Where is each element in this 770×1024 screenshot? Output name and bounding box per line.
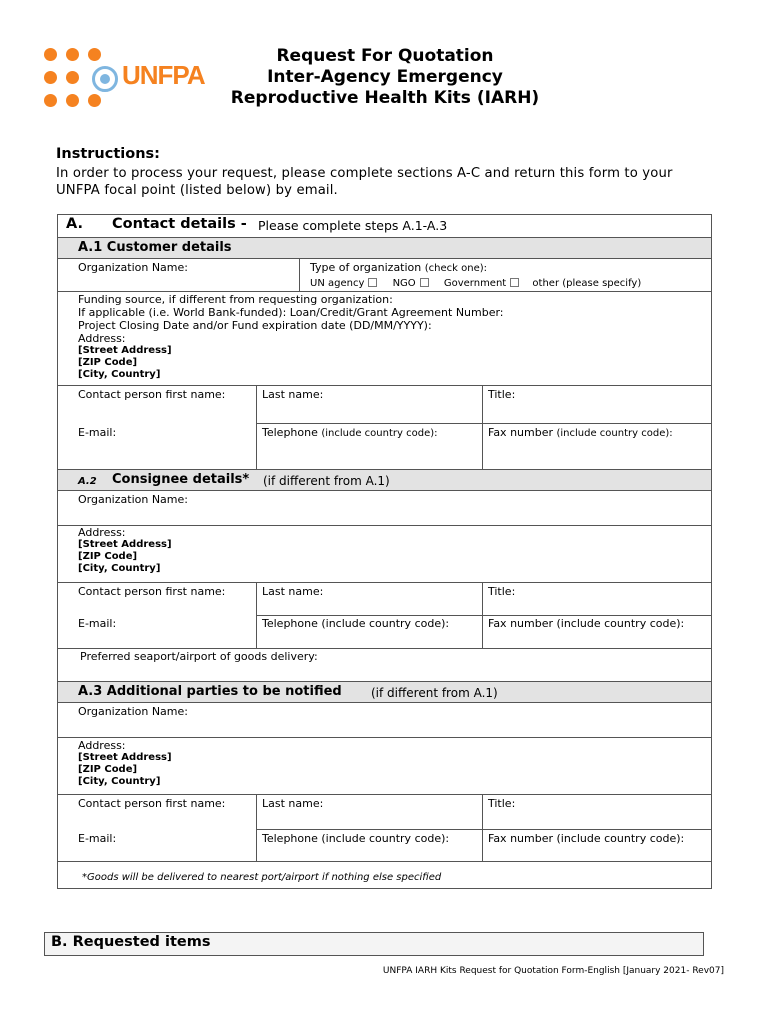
- a3-city: [City, Country]: [78, 776, 161, 787]
- section-a-title: Contact details -: [112, 216, 247, 232]
- logo-dot-icon: [66, 48, 79, 61]
- a1-address-label: Address:: [78, 332, 126, 345]
- a2-title-label: Title:: [488, 585, 516, 598]
- a2-org-name-label: Organization Name:: [78, 493, 188, 506]
- divider: [256, 615, 711, 616]
- a2-email-label: E-mail:: [78, 617, 117, 630]
- section-b-header: B. Requested items: [44, 932, 704, 956]
- a3-heading: A.3 Additional parties to be notified: [78, 684, 342, 699]
- logo-dot-icon: [66, 71, 79, 84]
- section-a: [57, 214, 712, 889]
- title-line-2: Inter-Agency Emergency: [267, 67, 503, 87]
- a1-email-label: E-mail:: [78, 426, 117, 439]
- a1-funding-block: [78, 293, 504, 381]
- telephone-note: (include country code):: [321, 428, 438, 439]
- instructions-text: In order to process your request, please complete sections A-C and return this form to your UNFPA focal point (listed below) by email.: [56, 166, 673, 198]
- un-agency-checkbox[interactable]: [368, 278, 377, 287]
- a2-seaport-label: Preferred seaport/airport of goods delivery:: [80, 650, 318, 663]
- a2-street: [Street Address]: [78, 539, 172, 550]
- divider: [58, 794, 711, 795]
- a1-first-name-label: Contact person first name:: [78, 388, 226, 401]
- type-org-label: Type of organization: [310, 261, 422, 274]
- a3-note: (if different from A.1): [371, 686, 498, 700]
- a3-fax-label: Fax number (include country code):: [488, 832, 685, 845]
- a2-last-name-label: Last name:: [262, 585, 324, 598]
- ngo-checkbox[interactable]: [420, 278, 429, 287]
- a3-org-name-label: Organization Name:: [78, 705, 188, 718]
- fax-note: (include country code):: [556, 428, 673, 439]
- a2-fax-label: Fax number (include country code):: [488, 617, 685, 630]
- government-checkbox[interactable]: [510, 278, 519, 287]
- loan-agreement-label: If applicable (i.e. World Bank-funded): Loan/Credit/Grant Agreement Number:: [78, 306, 504, 319]
- a2-first-name-label: Contact person first name:: [78, 585, 226, 598]
- divider: [58, 648, 711, 649]
- a1-telephone-label: [262, 426, 438, 439]
- page-footer: UNFPA IARH Kits Request for Quotation Form-English [January 2021- Rev07]: [382, 966, 724, 976]
- divider: [58, 582, 711, 583]
- divider: [256, 794, 257, 861]
- type-un-agency: UN agency: [310, 278, 365, 289]
- a3-address-label: Address:: [78, 739, 126, 752]
- delivery-footnote: *Goods will be delivered to nearest port/airport if nothing else specified: [82, 872, 442, 883]
- title-line-1: Request For Quotation: [276, 46, 494, 66]
- type-other: other (please specify): [532, 278, 642, 289]
- funding-source-label: Funding source, if different from requesting organization:: [78, 293, 393, 306]
- a3-telephone-label: Telephone (include country code):: [262, 832, 450, 845]
- project-closing-label: Project Closing Date and/or Fund expiration date (DD/MM/YYYY):: [78, 319, 432, 332]
- section-a-letter: A.: [66, 216, 83, 232]
- logo-dot-icon: [88, 48, 101, 61]
- type-government: Government: [443, 278, 507, 289]
- a3-address-block: [78, 739, 172, 788]
- instructions-heading: Instructions:: [56, 146, 160, 162]
- a1-heading: A.1 Customer details: [78, 240, 232, 255]
- logo-dot-icon: [44, 48, 57, 61]
- a3-email-label: E-mail:: [78, 832, 117, 845]
- divider: [299, 259, 300, 291]
- logo-dot-icon: [66, 94, 79, 107]
- divider: [256, 385, 257, 469]
- divider: [58, 737, 711, 738]
- divider: [58, 385, 711, 386]
- title-line-3: Reproductive Health Kits (IARH): [230, 88, 540, 108]
- a3-zip: [ZIP Code]: [78, 764, 138, 775]
- un-globe-icon: [92, 66, 118, 92]
- check-one-note: (check one):: [424, 263, 488, 274]
- section-a-header: [58, 215, 711, 237]
- divider: [482, 794, 483, 861]
- a1-city: [City, Country]: [78, 369, 161, 380]
- divider: [256, 829, 711, 830]
- a2-heading: Consignee details*: [112, 472, 250, 487]
- a1-last-name-label: Last name:: [262, 388, 324, 401]
- unfpa-logo: [44, 44, 205, 114]
- a2-address-label: Address:: [78, 526, 126, 539]
- logo-text: UNFPA: [122, 60, 205, 90]
- a2-note: (if different from A.1): [263, 474, 390, 488]
- a2-address-block: [78, 526, 172, 575]
- a1-fax-label: [488, 426, 673, 439]
- a1-type-org: [310, 261, 487, 274]
- divider: [58, 291, 711, 292]
- a2-telephone-label: Telephone (include country code):: [262, 617, 450, 630]
- logo-dot-icon: [44, 71, 57, 84]
- divider: [58, 861, 711, 862]
- divider: [482, 385, 483, 469]
- section-a-note: Please complete steps A.1-A.3: [258, 218, 448, 233]
- a1-title-label: Title:: [488, 388, 516, 401]
- logo-dot-icon: [88, 94, 101, 107]
- divider: [256, 423, 711, 424]
- fax-text: Fax number: [488, 426, 553, 439]
- a2-zip: [ZIP Code]: [78, 551, 138, 562]
- a2-num: A.2: [78, 476, 97, 487]
- a3-first-name-label: Contact person first name:: [78, 797, 226, 810]
- a1-header: [58, 237, 711, 259]
- a1-org-types: [310, 278, 641, 289]
- a3-header: [58, 681, 711, 703]
- a3-title-label: Title:: [488, 797, 516, 810]
- a3-street: [Street Address]: [78, 752, 172, 763]
- telephone-text: Telephone: [262, 426, 318, 439]
- type-ngo: NGO: [392, 278, 416, 289]
- page-title: [200, 46, 570, 109]
- a3-last-name-label: Last name:: [262, 797, 324, 810]
- logo-dot-icon: [44, 94, 57, 107]
- a2-city: [City, Country]: [78, 563, 161, 574]
- a1-zip: [ZIP Code]: [78, 357, 138, 368]
- a1-street: [Street Address]: [78, 345, 172, 356]
- a1-org-name-label: Organization Name:: [78, 261, 188, 274]
- a2-header: [58, 469, 711, 491]
